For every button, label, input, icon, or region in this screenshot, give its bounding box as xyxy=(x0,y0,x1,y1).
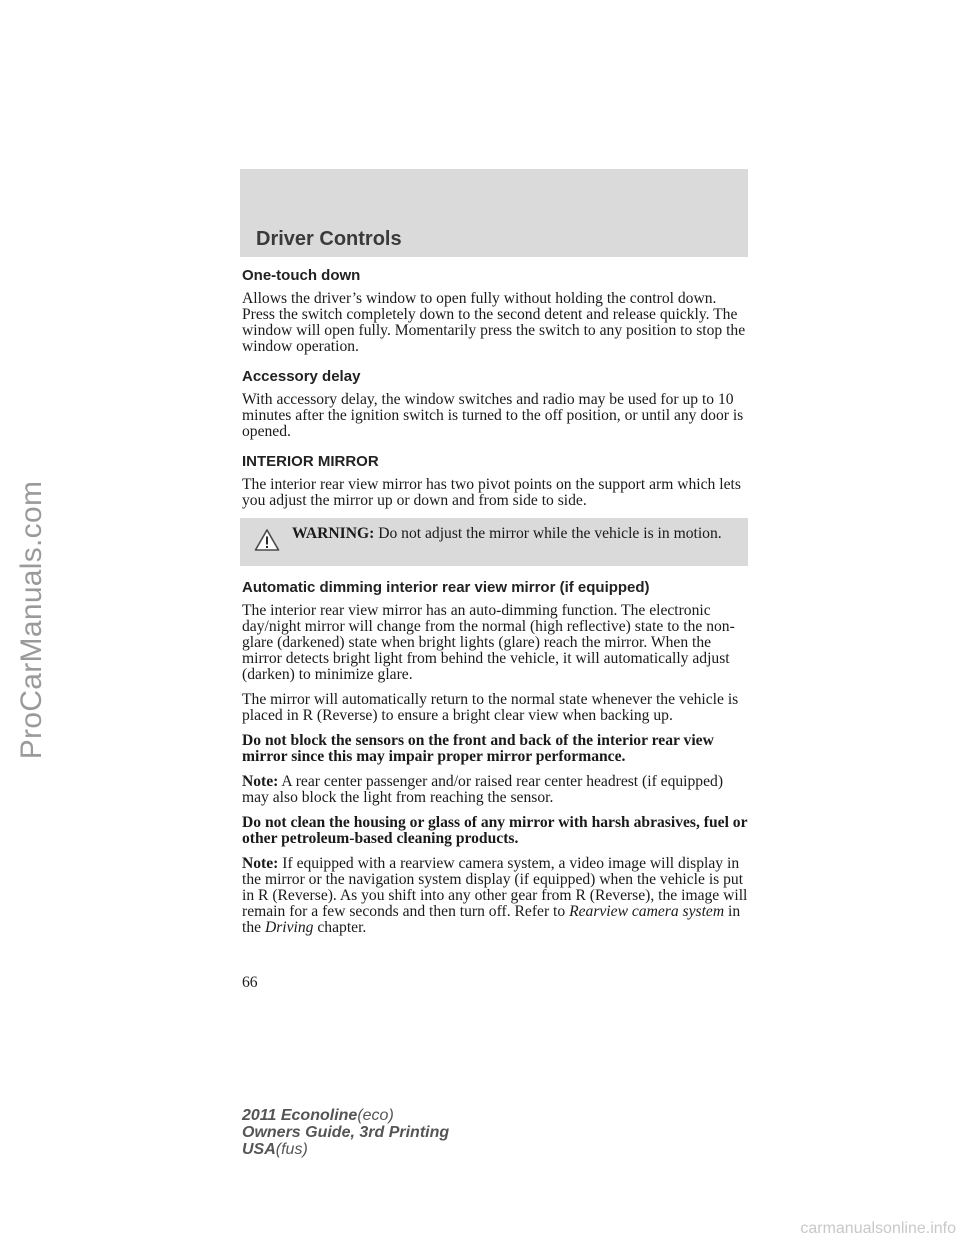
heading-auto-dimming: Automatic dimming interior rear view mirror (if equipped) xyxy=(242,579,650,596)
caution-sensors: Do not block the sensors on the front and back of the interior rear view mirror since this may impair proper mirror performance. xyxy=(242,732,714,765)
caution-cleaning: Do not clean the housing or glass of any mirror with harsh abrasives, fuel or other petroleum-based cleaning products. xyxy=(242,814,748,847)
section-title: Driver Controls xyxy=(256,228,402,250)
note-headrest xyxy=(242,774,752,806)
site-watermark: carmanualsonline.info xyxy=(800,1220,956,1237)
page-content xyxy=(242,267,752,945)
footer-model: 2011 Econoline xyxy=(242,1107,358,1124)
paragraph-auto-dimming-1: The interior rear view mirror has an auto-dimming function. The electronic day/night mirror will change from the normal (high reflective) state to the non-glare (darkened) state when bright lights (glare) reach the mirror. When the mirror detects bright light from behind the vehicle, it will automatically adjust (darken) to minimize glare. xyxy=(242,602,735,683)
footer-market: USA xyxy=(242,1141,276,1158)
warning-box xyxy=(240,518,748,566)
footer-model-code: (eco) xyxy=(357,1107,394,1124)
section-header xyxy=(240,169,748,257)
heading-interior-mirror: INTERIOR MIRROR xyxy=(242,453,379,470)
paragraph-accessory-delay: With accessory delay, the window switches and radio may be used for up to 10 minutes after the ignition switch is turned to the off position, or until any door is opened. xyxy=(242,391,744,440)
paragraph-auto-dimming-2: The mirror will automatically return to the normal state whenever the vehicle is placed in R (Reverse) to ensure a bright clear view when backing up. xyxy=(242,691,739,724)
footer-market-code: (fus) xyxy=(275,1141,308,1158)
cross-reference-chapter: Driving xyxy=(264,919,314,936)
paragraph-interior-mirror: The interior rear view mirror has two pivot points on the support arm which lets you adjust the mirror up or down and from side to side. xyxy=(242,476,741,509)
note-label: Note: xyxy=(242,773,279,790)
warning-text xyxy=(292,526,732,542)
side-watermark xyxy=(2,300,62,940)
warning-message: Do not adjust the mirror while the vehicle is in motion. xyxy=(378,525,722,542)
note-text-end: chapter. xyxy=(317,919,367,936)
note-text: A rear center passenger and/or raised rear center headrest (if equipped) may also block the light from reaching the sensor. xyxy=(242,773,724,806)
paragraph-one-touch-down: Allows the driver’s window to open fully without holding the control down. Press the switch completely down to the second detent and release quickly. The window will open fully. Momentarily press the switch to any position to stop the window operation. xyxy=(242,290,746,355)
footer-line-1 xyxy=(242,1107,449,1124)
cross-reference-section: Rearview camera system xyxy=(569,903,725,920)
note-text: If equipped with a rearview camera system, a video image will display in the mirror or the navigation system display (if equipped) when the vehicle is put in R (Reverse). As you shift into any other gear from R (Reverse), the image will remain for a few seconds and then turn off. Refer to xyxy=(242,855,748,920)
warning-label: WARNING: xyxy=(292,525,375,542)
footer-line-2: Owners Guide, 3rd Printing xyxy=(242,1124,450,1141)
note-text-mid: in the xyxy=(242,903,741,936)
footer-line-3 xyxy=(242,1141,449,1158)
page-number: 66 xyxy=(242,974,258,991)
note-camera xyxy=(242,856,752,936)
heading-accessory-delay: Accessory delay xyxy=(242,368,361,385)
note-label: Note: xyxy=(242,855,279,872)
warning-triangle-icon xyxy=(254,528,280,552)
heading-one-touch-down: One-touch down xyxy=(242,267,361,284)
print-footer xyxy=(242,1107,449,1158)
side-watermark-text: ProCarManuals.com xyxy=(15,480,48,760)
